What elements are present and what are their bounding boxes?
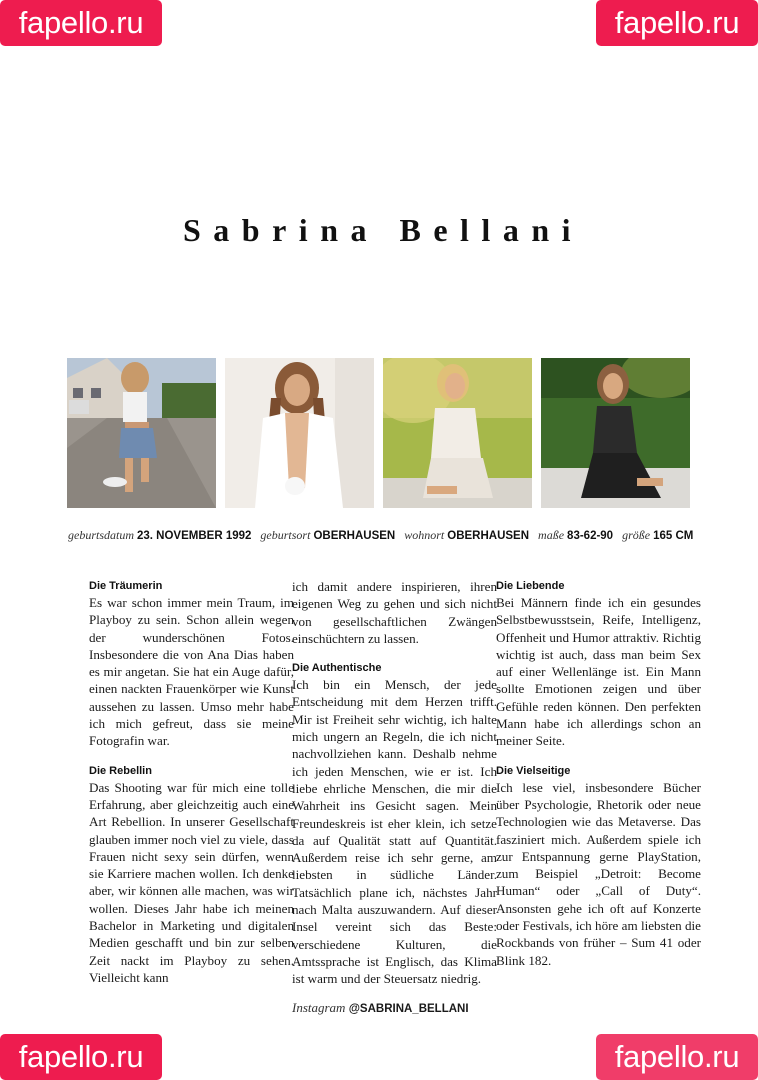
watermark-bottom-right: fapello.ru — [596, 1034, 758, 1080]
fact-label: wohnort — [404, 528, 445, 542]
watermark-top-right: fapello.ru — [596, 0, 758, 46]
section-heading: Die Liebende — [496, 580, 565, 592]
section-heading: Die Rebellin — [89, 764, 152, 777]
photo-white-shirt — [225, 358, 374, 508]
section-text: Ich bin ein Mensch, der jede Entscheidung mit dem Herzen trifft. Mir ist Freiheit sehr wichtig, ich halte mich ungern an Regeln, die ich nicht nachvollziehen kann. Deshalb nehme ich jeden Menschen, wie er ist. Ich liebe ehrliche Menschen, die mir die Wahrheit ins Gesicht sagen. Mein Freundeskreis ist eher klein, ich setze da auf Qualität statt auf Quantität. Außerdem reise ich sehr gerne, am liebsten in südliche Länder. Tatsächlich plane ich, nächstes Jahr nach Malta auszuwandern. Auf dieser Insel vereint sich das Beste: verschiedene Kulturen, die Amtssprache ist Englisch, das Klima ist warm und der Steuersatz niedrig. — [292, 677, 497, 987]
facts-line — [68, 528, 708, 543]
fact-label: maße — [538, 528, 565, 542]
fact-value: 83-62-90 — [567, 530, 614, 542]
section-text: ich damit andere inspirieren, ihren eigenen Weg zu gehen und sich nicht von gesellschaftlichen Zwängen einschüchtern zu lassen. — [292, 579, 497, 646]
watermark-bottom-left: fapello.ru — [0, 1034, 162, 1080]
section-text: Bei Männern finde ich ein gesundes Selbstbewusstsein, Reife, Intelligenz, Offenheit und Humor attraktiv. Richtig wichtig ist auch, dass man beim Sex auf einer Wellenlänge ist. Ein Mann sollte Emotionen zeigen und über Gefühle reden können. Den perfekten Mann habe ich allerdings schon an meiner Seite. — [496, 595, 701, 749]
section-heading: Die Träumerin — [89, 580, 163, 592]
text-column-3 — [496, 578, 701, 982]
fact-value: 165 CM — [653, 530, 694, 542]
text-column-2 — [292, 578, 497, 1001]
fact-label: geburtsort — [260, 528, 311, 542]
photo-meadow — [383, 358, 532, 508]
section-heading: Die Authentische — [292, 662, 382, 675]
section-text: Das Shooting war für mich eine tolle Erfahrung, aber gleichzeitig auch eine Art Rebellion. In unserer Gesellschaft glauben immer noch viel zu viele, dass Frauen nicht sexy sein dürfen, wenn sie Karriere machen wollen. Ich denke aber, wir können alle machen, was wir wollen. Dieses Jahr habe ich meinen Bachelor in Marketing und digitalen Medien geschafft und bin zur selben Zeit nackt im Playboy zu sehen. Vielleicht kann — [89, 779, 294, 985]
instagram-credit — [292, 1000, 469, 1016]
text-column-1 — [89, 578, 294, 999]
section-heading: Die Vielseitige — [496, 764, 571, 777]
fact-label: geburtsdatum — [68, 528, 134, 542]
fact-value: OBERHAUSEN — [313, 530, 396, 542]
page-title: Sabrina Bellani — [183, 212, 583, 248]
fact-label: größe — [622, 528, 651, 542]
fact-value: 23. NOVEMBER 1992 — [137, 530, 252, 542]
section-text: Ich lese viel, insbesondere Bücher über Psychologie, Rhetorik oder neue Technologien wie das Metaverse. Das fasziniert mich. Außerdem spiele ich zur Entspannung gerne PlayStation, zum Beispiel „Detroit: Become Human“ oder „Call of Duty“. Ansonsten gehe ich oft auf Konzerte oder Festivals, ich höre am liebsten die Rockbands von früher – Sum 41 oder Blink 182. — [496, 779, 701, 968]
instagram-handle: @SABRINA_BELLANI — [348, 1003, 469, 1015]
photo-street — [67, 358, 216, 508]
watermark-top-left: fapello.ru — [0, 0, 162, 46]
instagram-label: Instagram — [292, 1000, 346, 1015]
section-text: Es war schon immer mein Traum, im Playboy zu sein. Schon allein wegen der wunderschönen Fotos. Insbesondere die von Ana Dias haben es mir angetan. Sie hat ein Auge dafür, einen nackten Frauenkörper wie Kunst aussehen zu lassen. Umso mehr habe ich mich gefreut, dass sie meine Fotografin war. — [89, 595, 294, 749]
fact-value: OBERHAUSEN — [447, 530, 530, 542]
photo-black-dress — [541, 358, 690, 508]
